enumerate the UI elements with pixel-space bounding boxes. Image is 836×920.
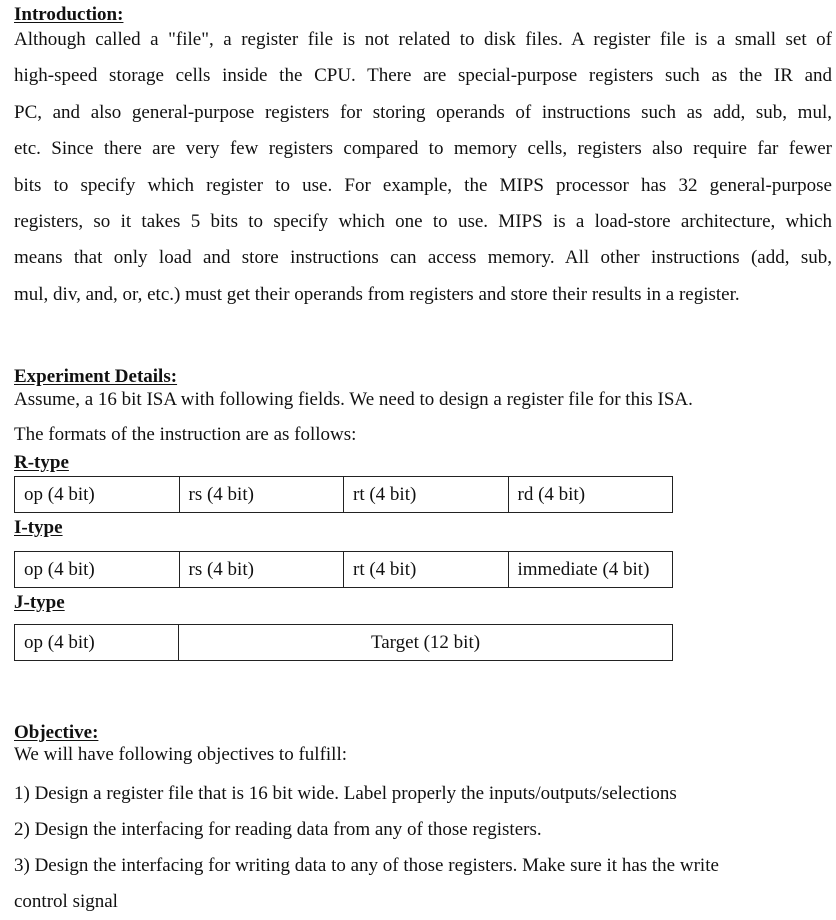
introduction-section (14, 4, 832, 313)
objective-item: 3) Design the interfacing for writing data to any of those registers. Make sure it has the write (14, 855, 719, 876)
experiment-line-2: The formats of the instruction are as follows: (14, 424, 357, 445)
field-cell-rt: rt (4 bit) (344, 552, 509, 588)
paragraph-line: etc. Since there are very few registers compared to memory cells, registers also require far fewer (14, 138, 832, 160)
i-type-format-table (14, 551, 673, 588)
objective-item: control signal (14, 891, 118, 912)
field-cell-rd: rd (4 bit) (508, 477, 673, 513)
field-cell-op: op (4 bit) (15, 552, 180, 588)
paragraph-line: PC, and also general-purpose registers for storing operands of instructions such as add, sub, mul, (14, 101, 832, 123)
objective-item: 1) Design a register file that is 16 bit wide. Label properly the inputs/outputs/selections (14, 783, 677, 804)
paragraph-line: Although called a "file", a register file is not related to disk files. A register file is a small set of (14, 29, 832, 50)
r-type-label: R-type (14, 452, 69, 473)
introduction-heading: Introduction: (14, 4, 124, 25)
table-row (15, 477, 673, 513)
paragraph-line: means that only load and store instructions can access memory. All other instructions (add, sub, (14, 247, 832, 269)
table-row (15, 625, 673, 661)
field-cell-op: op (4 bit) (15, 477, 180, 513)
experiment-line-1: Assume, a 16 bit ISA with following fields. We need to design a register file for this ISA. (14, 389, 693, 410)
paragraph-line: bits to specify which register to use. For example, the MIPS processor has 32 general-purpose (14, 174, 832, 196)
field-cell-op: op (4 bit) (15, 625, 179, 661)
introduction-paragraph (14, 22, 832, 313)
table-row (15, 552, 673, 588)
field-cell-rs: rs (4 bit) (179, 477, 344, 513)
experiment-section (14, 366, 832, 661)
j-type-label: J-type (14, 592, 65, 613)
paragraph-line: high-speed storage cells inside the CPU. There are special-purpose registers such as the IR and (14, 65, 832, 87)
r-type-format-table (14, 476, 673, 513)
i-type-label: I-type (14, 517, 63, 538)
objective-section (14, 722, 832, 920)
field-cell-immediate: immediate (4 bit) (508, 552, 673, 588)
paragraph-line: registers, so it takes 5 bits to specify which one to use. MIPS is a load-store architecture, which (14, 211, 832, 233)
field-cell-rt: rt (4 bit) (344, 477, 509, 513)
field-cell-rs: rs (4 bit) (179, 552, 344, 588)
objective-heading: Objective: (14, 722, 99, 743)
objective-item: 2) Design the interfacing for reading data from any of those registers. (14, 819, 542, 840)
field-cell-target: Target (12 bit) (179, 625, 673, 661)
j-type-format-table (14, 624, 673, 661)
paragraph-line: mul, div, and, or, etc.) must get their operands from registers and store their results in a register. (14, 283, 740, 305)
objective-intro: We will have following objectives to fulfill: (14, 744, 348, 765)
experiment-heading: Experiment Details: (14, 366, 178, 387)
